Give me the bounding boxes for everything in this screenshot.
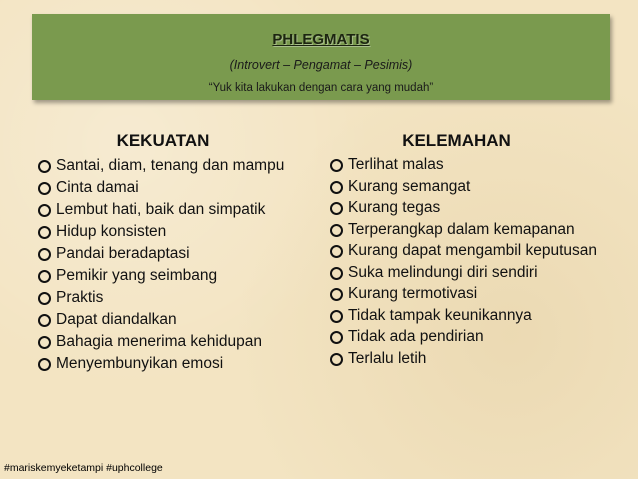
list-item-text: Dapat diandalkan [56, 310, 177, 328]
kekuatan-list [38, 158, 308, 373]
list-item-text: Tidak ada pendirian [348, 328, 484, 345]
circle-bullet-icon [330, 181, 343, 194]
kelemahan-heading: KELEMAHAN [402, 131, 511, 150]
circle-bullet-icon [38, 292, 51, 305]
circle-bullet-icon [330, 224, 343, 237]
list-item [38, 224, 308, 241]
kelemahan-column [330, 130, 605, 367]
circle-bullet-icon [330, 353, 343, 366]
circle-bullet-icon [38, 226, 51, 239]
list-item [330, 243, 605, 260]
circle-bullet-icon [330, 245, 343, 258]
list-item [330, 200, 605, 217]
circle-bullet-icon [38, 358, 51, 371]
list-item [330, 351, 605, 368]
circle-bullet-icon [330, 310, 343, 323]
list-item [38, 334, 308, 351]
list-item-text: Lembut hati, baik dan simpatik [56, 200, 266, 218]
slide-quote: “Yuk kita lakukan dengan cara yang mudah” [208, 82, 434, 94]
list-item [38, 180, 308, 197]
list-item-text: Tidak tampak keunikannya [348, 306, 532, 324]
list-item-text: Pandai beradaptasi [56, 244, 190, 262]
circle-bullet-icon [38, 270, 51, 283]
list-item [38, 158, 308, 175]
circle-bullet-icon [38, 248, 51, 261]
slide-subtitle: (Introvert – Pengamat – Pesimis) [229, 58, 413, 72]
circle-bullet-icon [38, 182, 51, 195]
list-item-text: Terlihat malas [348, 156, 444, 173]
list-item-text: Terlalu letih [348, 349, 427, 367]
list-item [38, 290, 308, 307]
list-item-text: Santai, diam, tenang dan mampu [56, 156, 285, 174]
kekuatan-heading: KEKUATAN [116, 131, 210, 150]
circle-bullet-icon [330, 288, 343, 301]
kekuatan-column [38, 130, 308, 372]
footer-hashtags: #mariskemyeketampi #uphcollege [4, 462, 163, 474]
list-item [38, 312, 308, 329]
circle-bullet-icon [330, 202, 343, 215]
kelemahan-list [330, 157, 605, 367]
circle-bullet-icon [330, 267, 343, 280]
circle-bullet-icon [330, 331, 343, 344]
list-item [38, 202, 308, 219]
list-item-text: Kurang semangat [348, 177, 471, 195]
circle-bullet-icon [330, 159, 343, 172]
list-item [330, 329, 605, 346]
list-item-text: Kurang termotivasi [348, 285, 478, 302]
list-item-text: Terperangkap dalam kemapanan [348, 220, 575, 238]
list-item-text: Cinta damai [56, 178, 139, 196]
circle-bullet-icon [38, 314, 51, 327]
list-item-text: Bahagia menerima kehidupan [56, 332, 262, 350]
circle-bullet-icon [38, 204, 51, 217]
list-item-text: Pemikir yang seimbang [56, 266, 218, 284]
list-item-text: Praktis [56, 288, 104, 306]
circle-bullet-icon [38, 336, 51, 349]
list-item-text: Kurang tegas [348, 199, 441, 216]
list-item [38, 246, 308, 263]
list-item [330, 308, 605, 325]
list-item [38, 356, 308, 373]
list-item [330, 222, 605, 239]
list-item-text: Kurang dapat mengambil keputusan [348, 242, 598, 259]
list-item [330, 157, 605, 174]
title-banner [32, 14, 610, 100]
list-item [330, 179, 605, 196]
list-item [330, 265, 605, 282]
circle-bullet-icon [38, 160, 51, 173]
slide-title: PHLEGMATIS [272, 31, 370, 48]
list-item [330, 286, 605, 303]
list-item-text: Menyembunyikan emosi [56, 354, 224, 372]
list-item-text: Hidup konsisten [56, 222, 167, 240]
list-item [38, 268, 308, 285]
list-item-text: Suka melindungi diri sendiri [348, 263, 538, 281]
